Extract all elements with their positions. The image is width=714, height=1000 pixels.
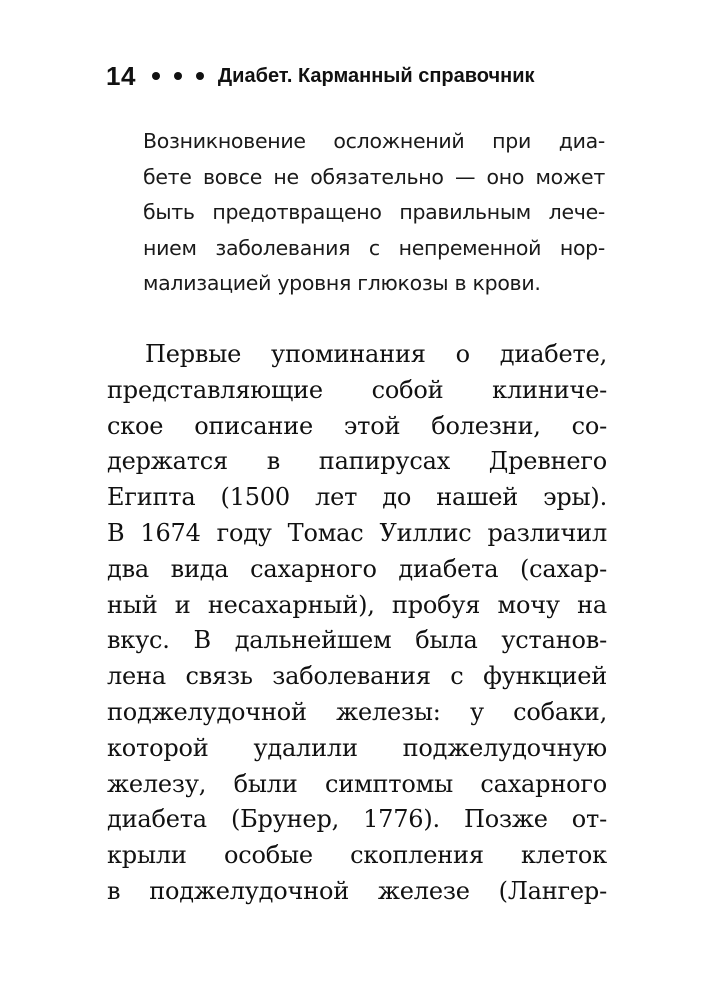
body-line: в поджелудочной железе (Лангер- xyxy=(107,876,607,905)
book-title: Диабет. Карманный справочник xyxy=(217,64,535,87)
callout-line: быть предотвращено правильным лече- xyxy=(143,200,605,224)
body-paragraph xyxy=(107,337,607,910)
body-line: Первые упоминания о диабете, xyxy=(145,340,607,368)
body-line: ское описание этой болезни, со- xyxy=(107,411,607,440)
body-line: держатся в папирусах Древнего xyxy=(107,447,607,476)
body-line: лена связь заболевания с функцией xyxy=(107,662,607,691)
body-line: В 1674 году Томас Уиллис различил xyxy=(107,518,607,547)
callout-line: бете вовсе не обязательно — оно может xyxy=(143,164,605,189)
bullet-dot-icon xyxy=(152,72,160,80)
running-head xyxy=(106,56,535,96)
callout-note xyxy=(143,124,605,302)
body-line: железу, были симптомы сахарного xyxy=(107,769,607,798)
bullet-dot-icon xyxy=(174,72,182,80)
body-line: Египта (1500 лет до нашей эры). xyxy=(107,483,607,512)
callout-line: мализацией уровня глюкозы в крови. xyxy=(143,271,541,295)
body-line: диабета (Брунер, 1776). Позже от- xyxy=(107,805,607,834)
body-line: поджелудочной железы: у собаки, xyxy=(107,697,607,726)
callout-line: Возникновение осложнений при диа- xyxy=(143,129,605,153)
callout-line: нием заболевания с непременной нор- xyxy=(143,235,605,260)
header-bullets xyxy=(152,72,204,80)
bullet-dot-icon xyxy=(196,72,204,80)
body-line: которой удалили поджелудочную xyxy=(107,733,607,762)
body-line: вкус. В дальнейшем была установ- xyxy=(107,626,607,655)
page-number: 14 xyxy=(106,60,136,91)
body-line: два вида сахарного диабета (сахар- xyxy=(107,554,607,583)
body-line: представляющие собой клиниче- xyxy=(107,375,607,404)
body-line: ный и несахарный), пробуя мочу на xyxy=(107,590,607,619)
body-line: крыли особые скопления клеток xyxy=(107,841,607,870)
